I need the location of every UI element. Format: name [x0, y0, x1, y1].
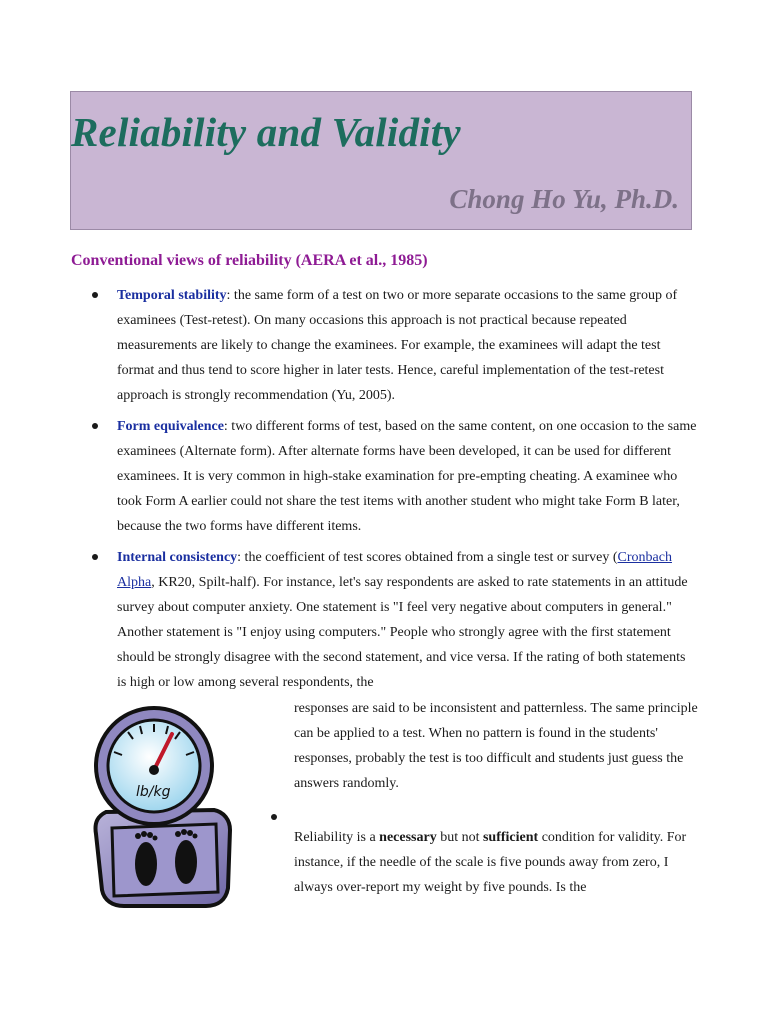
author-name: Chong Ho Yu, Ph.D.	[449, 184, 679, 214]
definition-text-cont: , KR20, Spilt-half). For instance, let's say respondents are asked to rate statements in an attitude survey about computer anxiety. One statement is "I feel very negative about computers in general." Another statement is "I enjoy using computers." People who strongly agree with the first statement should be strongly disagree with the second statement, and vice versa. If the rating of both statements is high or low among several respondents, the	[117, 575, 688, 690]
header-banner	[70, 91, 692, 230]
validity-text-1: Reliability is a	[294, 830, 380, 845]
bullet-icon	[271, 814, 277, 820]
term-form-equivalence: Form equivalence	[117, 419, 224, 434]
definition-text: : the coefficient of test scores obtained from a single test or survey (	[237, 550, 618, 565]
term-temporal-stability: Temporal stability	[117, 288, 227, 303]
bullet-icon	[92, 423, 98, 429]
bullet-icon	[92, 292, 98, 298]
definition-text: : two different forms of test, based on the same content, on one occasion to the same examinees (Alternate form). After alternate forms have been developed, it can be used for different examinees. It is very common in high-stake examination for pre-empting cheating. A examinee who took Form A earlier could not share the test items with another student who might take Form B later, because the two forms have different items.	[117, 419, 697, 534]
list-item-text	[117, 414, 697, 539]
cronbach-alpha-link[interactable]: Cronbach Alpha	[117, 550, 672, 590]
validity-text-3: condition for validity. For instance, if the needle of the scale is five pounds away from zero, I always over-report my weight by five pounds. Is the	[294, 830, 687, 895]
sufficient-term: sufficient	[482, 830, 539, 845]
section-heading: Conventional views of reliability (AERA et al., 1985)	[71, 252, 428, 269]
scale-label: lb/kg	[136, 784, 171, 800]
scale-icon	[88, 704, 238, 908]
validity-text-2: but not	[436, 830, 483, 845]
definition-text: : the same form of a test on two or more separate occasions to the same group of examinees (Test-retest). On many occasions this approach is not practical because repeated measurements are likely to change the examinees. For example, the examinees will adapt the test format and thus tend to score higher in later tests. Hence, careful implementation of the test-retest approach is strongly recommendation (Yu, 2005).	[117, 288, 678, 403]
bullet-icon	[92, 554, 98, 560]
list-item-text	[117, 283, 697, 408]
necessary-term: necessary	[379, 830, 437, 845]
validity-paragraph	[294, 825, 704, 900]
term-internal-consistency: Internal consistency	[117, 550, 238, 565]
internal-consistency-continuation: responses are said to be inconsistent and patternless. The same principle can be applied to a test. When no pattern is found in the students' responses, probably the test is too difficult and students just guess the answers randomly.	[294, 701, 698, 791]
list-item-text	[117, 545, 697, 695]
page-title: Reliability and Validity	[71, 109, 461, 155]
